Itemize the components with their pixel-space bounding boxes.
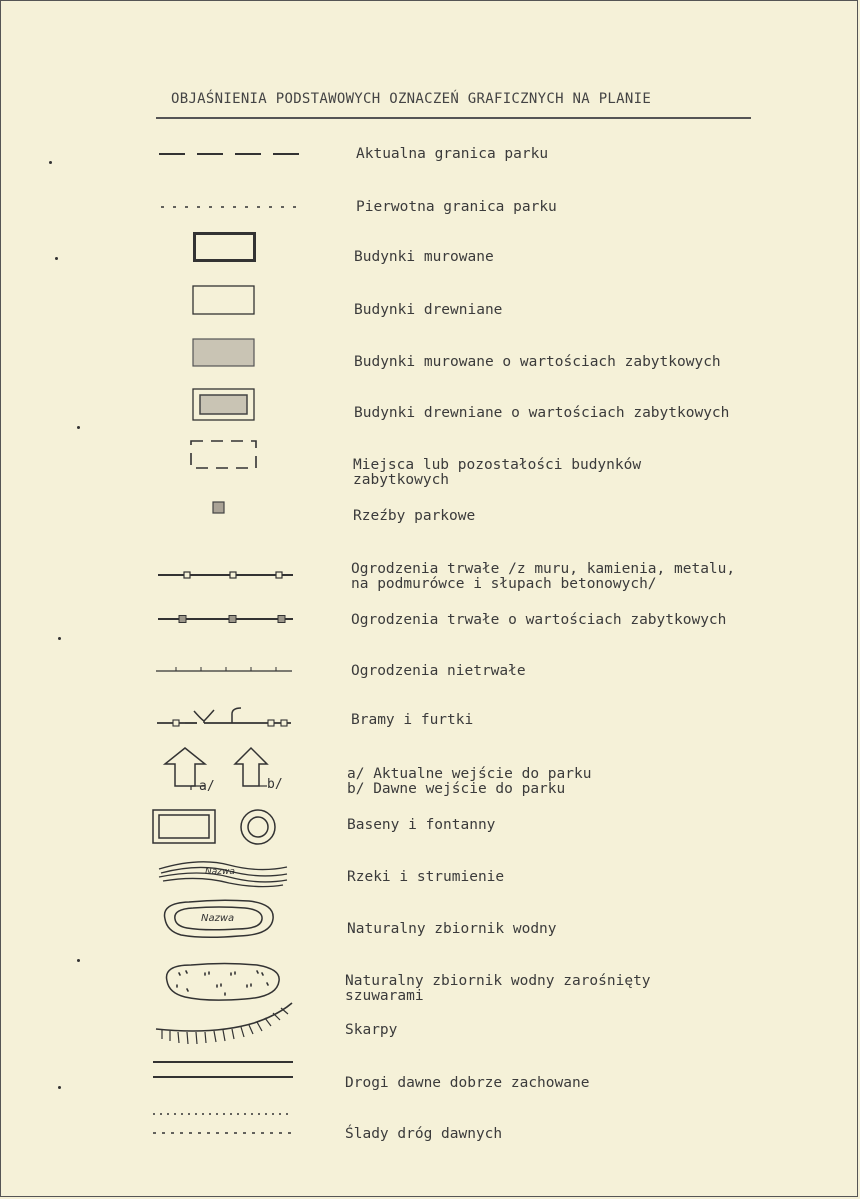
margin-dot bbox=[77, 959, 80, 962]
legend-label: Aktualna granica parku bbox=[356, 146, 549, 162]
small-square-icon bbox=[212, 501, 226, 515]
pond-mark: Nazwa bbox=[201, 913, 235, 924]
legend-label: Budynki murowane bbox=[354, 249, 494, 265]
pond-icon bbox=[159, 897, 279, 941]
legend-label: Baseny i fontanny bbox=[347, 817, 496, 833]
shaded-rectangle-icon bbox=[192, 338, 256, 368]
legend-label: Budynki drewniane bbox=[354, 302, 503, 318]
page-title: OBJAŚNIENIA PODSTAWOWYCH OZNACZEŃ GRAFICZNYCH NA PLANIE bbox=[171, 91, 652, 107]
legend-label: Bramy i furtki bbox=[351, 712, 474, 728]
legend-label: Pierwotna granica parku bbox=[356, 199, 557, 215]
margin-dot bbox=[58, 637, 61, 640]
thick-rectangle-icon bbox=[193, 232, 257, 262]
fence-line-icon bbox=[158, 570, 293, 580]
river-icon bbox=[159, 859, 289, 887]
dashed-rectangle-icon bbox=[190, 440, 258, 470]
thin-rectangle-icon bbox=[192, 285, 256, 315]
legend-label: Ogrodzenia trwałe o wartościach zabytkowych bbox=[351, 612, 727, 628]
temporary-fence-icon bbox=[156, 665, 292, 675]
legend-label: Miejsca lub pozostałości budynków zabytkowych bbox=[353, 457, 642, 488]
legend-label: Rzeki i strumienie bbox=[347, 869, 505, 885]
double-line-road-icon bbox=[153, 1059, 293, 1081]
framed-shaded-rectangle-icon bbox=[192, 388, 256, 422]
margin-dot bbox=[77, 426, 80, 429]
gate-icon bbox=[157, 704, 292, 730]
pool-fountain-icon bbox=[152, 807, 282, 847]
dashed-line-icon bbox=[159, 151, 301, 157]
title-underline bbox=[156, 117, 751, 119]
dotted-line-icon bbox=[161, 205, 303, 209]
river-mark: Nazwa bbox=[205, 867, 235, 877]
legend-label: Ślady dróg dawnych bbox=[345, 1126, 503, 1142]
entrance-mark-b: b/ bbox=[267, 777, 283, 792]
margin-dot bbox=[58, 1086, 61, 1089]
legend-label: Skarpy bbox=[345, 1022, 398, 1038]
legend-label: Drogi dawne dobrze zachowane bbox=[345, 1075, 590, 1091]
reed-pond-icon bbox=[161, 961, 285, 1003]
legend-label: Rzeźby parkowe bbox=[353, 508, 476, 524]
entrance-arrow-icon bbox=[161, 746, 301, 794]
historic-fence-line-icon bbox=[158, 614, 293, 624]
legend-label: Budynki drewniane o wartościach zabytkowych bbox=[354, 405, 730, 421]
entrance-mark-a: a/ bbox=[199, 779, 215, 794]
margin-dot bbox=[49, 161, 52, 164]
legend-label: Naturalny zbiornik wodny bbox=[347, 921, 557, 937]
legend-label: Budynki murowane o wartościach zabytkowych bbox=[354, 354, 721, 370]
legend-label: Ogrodzenia nietrwałe bbox=[351, 663, 526, 679]
legend-label: a/ Aktualne wejście do parku b/ Dawne wejście do parku bbox=[347, 766, 592, 797]
slope-icon bbox=[154, 1001, 296, 1047]
legend-label: Naturalny zbiornik wodny zarośnięty szuwarami bbox=[345, 973, 651, 1004]
margin-dot bbox=[55, 257, 58, 260]
dotted-road-icon bbox=[153, 1111, 293, 1137]
legend-label: Ogrodzenia trwałe /z muru, kamienia, metalu, na podmurówce i słupach betonowych/ bbox=[351, 561, 736, 592]
